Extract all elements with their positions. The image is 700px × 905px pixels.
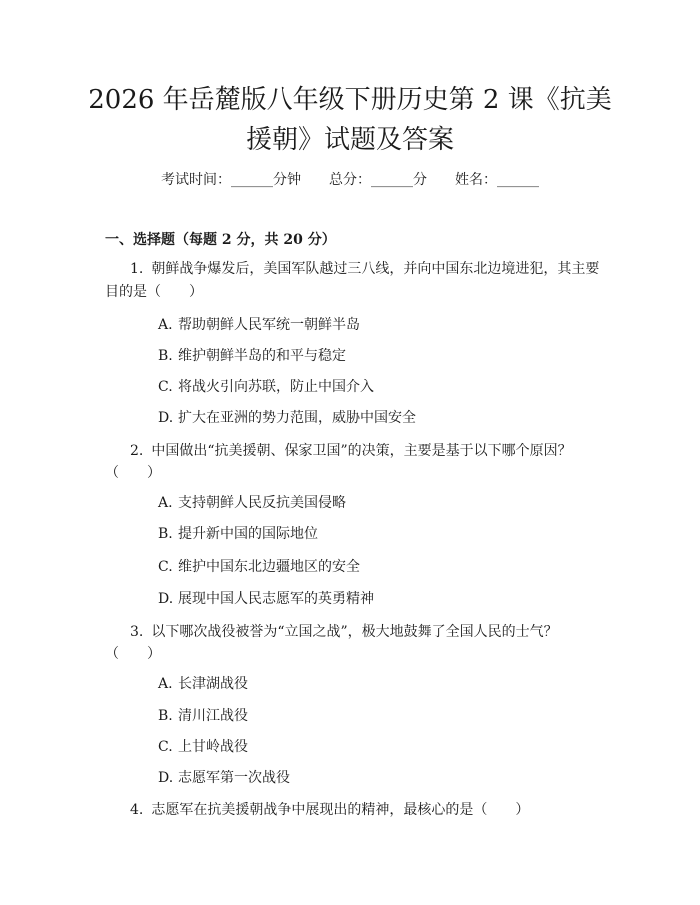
option-letter: A. bbox=[158, 495, 173, 511]
option-text: 将战火引向苏联，防止中国介入 bbox=[178, 379, 374, 395]
option-letter: A. bbox=[158, 676, 173, 692]
question-text-line: 以下哪次战役被誉为“立国之战”，极大地鼓舞了全国人民的士气？ bbox=[151, 624, 558, 640]
option-text: 维护朝鲜半岛的和平与稳定 bbox=[178, 348, 346, 364]
option-text: 提升新中国的国际地位 bbox=[178, 526, 318, 542]
question-1-option-a bbox=[158, 314, 360, 336]
option-text: 维护中国东北边疆地区的安全 bbox=[178, 559, 360, 575]
question-2-text-cont: （ ） bbox=[105, 465, 161, 481]
option-text: 上甘岭战役 bbox=[178, 739, 248, 755]
total-score-field: 总分：______分 bbox=[329, 172, 427, 188]
option-letter: A. bbox=[158, 317, 173, 333]
question-text-line: 志愿军在抗美援朝战争中展现出的精神，最核心的是（ ） bbox=[151, 802, 530, 818]
question-1-option-c bbox=[158, 376, 374, 398]
question-2-option-b bbox=[158, 523, 318, 545]
document-title-line-1: 2026 年岳麓版八年级下册历史第 2 课《抗美 bbox=[88, 85, 612, 115]
question-number: 2. bbox=[130, 443, 144, 459]
question-3-text bbox=[105, 621, 605, 643]
option-text: 长津湖战役 bbox=[178, 676, 248, 692]
question-3-option-a bbox=[158, 673, 248, 695]
option-letter: D. bbox=[158, 410, 174, 426]
question-2-option-a bbox=[158, 492, 346, 514]
option-letter: D. bbox=[158, 591, 174, 607]
question-3-option-c bbox=[158, 736, 248, 758]
question-3-option-b bbox=[158, 705, 248, 727]
question-text-line: 朝鲜战争爆发后，美国军队越过三八线，并向中国东北边境进犯，其主要 bbox=[151, 261, 600, 277]
option-text: 志愿军第一次战役 bbox=[178, 770, 290, 786]
question-text-line: 中国做出“抗美援朝、保家卫国”的决策，主要是基于以下哪个原因？ bbox=[151, 443, 572, 459]
question-3-text-cont: （ ） bbox=[105, 646, 161, 662]
question-number: 3. bbox=[130, 624, 144, 640]
option-letter: C. bbox=[158, 739, 173, 755]
question-2-text bbox=[105, 440, 605, 462]
question-number: 1. bbox=[130, 261, 144, 277]
document-title-line-2: 援朝》试题及答案 bbox=[245, 125, 454, 155]
option-letter: D. bbox=[158, 770, 174, 786]
option-text: 支持朝鲜人民反抗美国侵略 bbox=[178, 495, 346, 511]
question-3-option-d bbox=[158, 767, 290, 789]
question-1-option-b bbox=[158, 345, 346, 367]
question-number: 4. bbox=[130, 802, 144, 818]
question-2-option-d bbox=[158, 588, 374, 610]
option-letter: C. bbox=[158, 559, 173, 575]
exam-info bbox=[0, 170, 700, 190]
section-heading-multiple-choice: 一、选择题（每题 2 分，共 20 分） bbox=[105, 232, 336, 248]
option-letter: C. bbox=[158, 379, 173, 395]
question-1-text-cont: 目的是（ ） bbox=[105, 284, 203, 300]
option-letter: B. bbox=[158, 348, 173, 364]
option-text: 展现中国人民志愿军的英勇精神 bbox=[178, 591, 374, 607]
exam-time-field: 考试时间：______分钟 bbox=[161, 172, 301, 188]
student-name-field: 姓名：______ bbox=[455, 172, 539, 188]
option-text: 清川江战役 bbox=[178, 708, 248, 724]
option-letter: B. bbox=[158, 526, 173, 542]
question-4-text bbox=[105, 799, 605, 821]
question-2-option-c bbox=[158, 556, 360, 578]
option-letter: B. bbox=[158, 708, 173, 724]
option-text: 帮助朝鲜人民军统一朝鲜半岛 bbox=[178, 317, 360, 333]
question-1-option-d bbox=[158, 407, 416, 429]
question-1-text bbox=[105, 258, 605, 280]
option-text: 扩大在亚洲的势力范围，威胁中国安全 bbox=[178, 410, 416, 426]
